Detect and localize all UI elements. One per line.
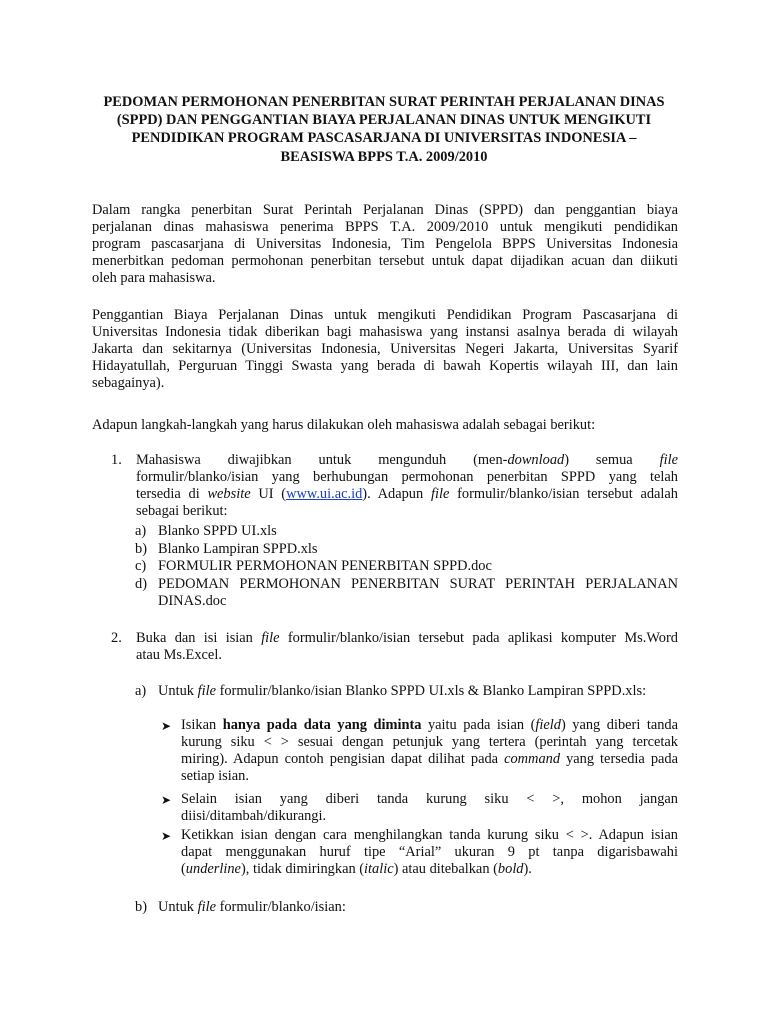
step-line: Mahasiswa diwajibkan untuk mengunduh (men-download) semua file [136, 452, 678, 468]
paragraph-line: Hidayatullah, Perguruan Tinggi Swasta yang berada di bawah Kopertis wilayah III, dan lain [92, 358, 678, 374]
list-letter: a) [135, 523, 147, 539]
title-line: BEASISWA BPPS T.A. 2009/2010 [280, 148, 488, 165]
arrow-bullet-icon: ➤ [161, 719, 172, 733]
document-title [80, 93, 688, 166]
title-line: PEDOMAN PERMOHONAN PENERBITAN SURAT PERINTAH PERJALANAN DINAS [103, 94, 665, 110]
step-line: atau Ms.Excel. [136, 647, 222, 663]
paragraph-line: program pascasarjana di Universitas Indonesia, Tim Pengelola BPPS Universitas Indonesia [92, 236, 678, 252]
paragraph-line: Dalam rangka penerbitan Surat Perintah Perjalanan Dinas (SPPD) dan penggantian biaya [92, 202, 678, 218]
list-letter: b) [135, 541, 147, 557]
intro-paragraph [92, 202, 678, 287]
instruction-bullet: Ketikkan isian dengan cara menghilangkan tanda kurung siku < >. Adapun isian dapat menggunakan huruf tipe “Arial” ukuran 9 pt tanpa digarisbawahi (underline), tidak dimiringkan (italic) atau ditebalkan (bold). [181, 827, 678, 877]
paragraph-line: perjalanan dinas mahasiswa penerima BPPS T.A. 2009/2010 untuk mengikuti pendidikan [92, 219, 678, 235]
file-item: Blanko SPPD UI.xls [158, 523, 277, 539]
substep-a-text: Untuk file formulir/blanko/isian Blanko SPPD UI.xls & Blanko Lampiran SPPD.xls: [158, 683, 647, 699]
paragraph-line: menerbitkan pedoman permohonan penerbitan tersebut untuk dapat dijadikan acuan dan diikuti [92, 253, 678, 269]
step-1-text [136, 452, 678, 520]
instruction-bullet: Isikan hanya pada data yang diminta yaitu pada isian (field) yang diberi tanda kurung siku < > sesuai dengan petunjuk yang tertera (perintah yang tercetak miring). Adapun contoh pengisian dapat dilihat pada command yang tersedia pada setiap isian. [181, 717, 678, 784]
list-letter: a) [135, 683, 147, 699]
step-line: sebagai berikut: [136, 503, 228, 519]
file-item: FORMULIR PERMOHONAN PENERBITAN SPPD.doc [158, 558, 492, 574]
instruction-bullet: Selain isian yang diberi tanda kurung siku < >, mohon jangan diisi/ditambah/dikurangi. [181, 791, 678, 824]
paragraph-line: sebagainya). [92, 375, 165, 391]
paragraph-line: Universitas Indonesia tidak diberikan bagi mahasiswa yang instansi asalnya berada di wilayah [92, 324, 678, 340]
arrow-bullet-icon: ➤ [161, 829, 172, 843]
step-line: formulir/blanko/isian yang berhubungan permohonan penerbitan SPPD yang telah [136, 469, 678, 485]
website-link[interactable]: www.ui.ac.id [286, 486, 363, 502]
arrow-bullet-icon: ➤ [161, 793, 172, 807]
step-2-text [136, 630, 678, 664]
step-number: 1. [111, 452, 122, 468]
substep-b-text: Untuk file formulir/blanko/isian: [158, 899, 346, 915]
paragraph-line: Penggantian Biaya Perjalanan Dinas untuk mengikuti Pendidikan Program Pascasarjana di [92, 307, 678, 323]
paragraph-line: Jakarta dan sekitarnya (Universitas Indonesia, Universitas Negeri Jakarta, Universitas Syarif [92, 341, 678, 357]
title-line: PENDIDIKAN PROGRAM PASCASARJANA DI UNIVERSITAS INDONESIA – [131, 130, 637, 147]
step-line: Buka dan isi isian file formulir/blanko/isian tersebut pada aplikasi komputer Ms.Word [136, 630, 678, 646]
paragraph-line: oleh para mahasiswa. [92, 270, 216, 286]
steps-intro: Adapun langkah-langkah yang harus dilakukan oleh mahasiswa adalah sebagai berikut: [92, 417, 596, 433]
list-letter: d) [135, 576, 147, 592]
file-item: Blanko Lampiran SPPD.xls [158, 541, 318, 557]
step-line: tersedia di website UI (www.ui.ac.id). Adapun file formulir/blanko/isian tersebut adalah [136, 486, 678, 502]
title-line: (SPPD) DAN PENGGANTIAN BIAYA PERJALANAN DINAS UNTUK MENGIKUTI [116, 112, 652, 129]
list-letter: b) [135, 899, 147, 915]
eligibility-paragraph [92, 307, 678, 392]
file-item: PEDOMAN PERMOHONAN PENERBITAN SURAT PERINTAH PERJALANAN DINAS.doc [158, 576, 678, 609]
step-number: 2. [111, 630, 122, 646]
list-letter: c) [135, 558, 147, 574]
